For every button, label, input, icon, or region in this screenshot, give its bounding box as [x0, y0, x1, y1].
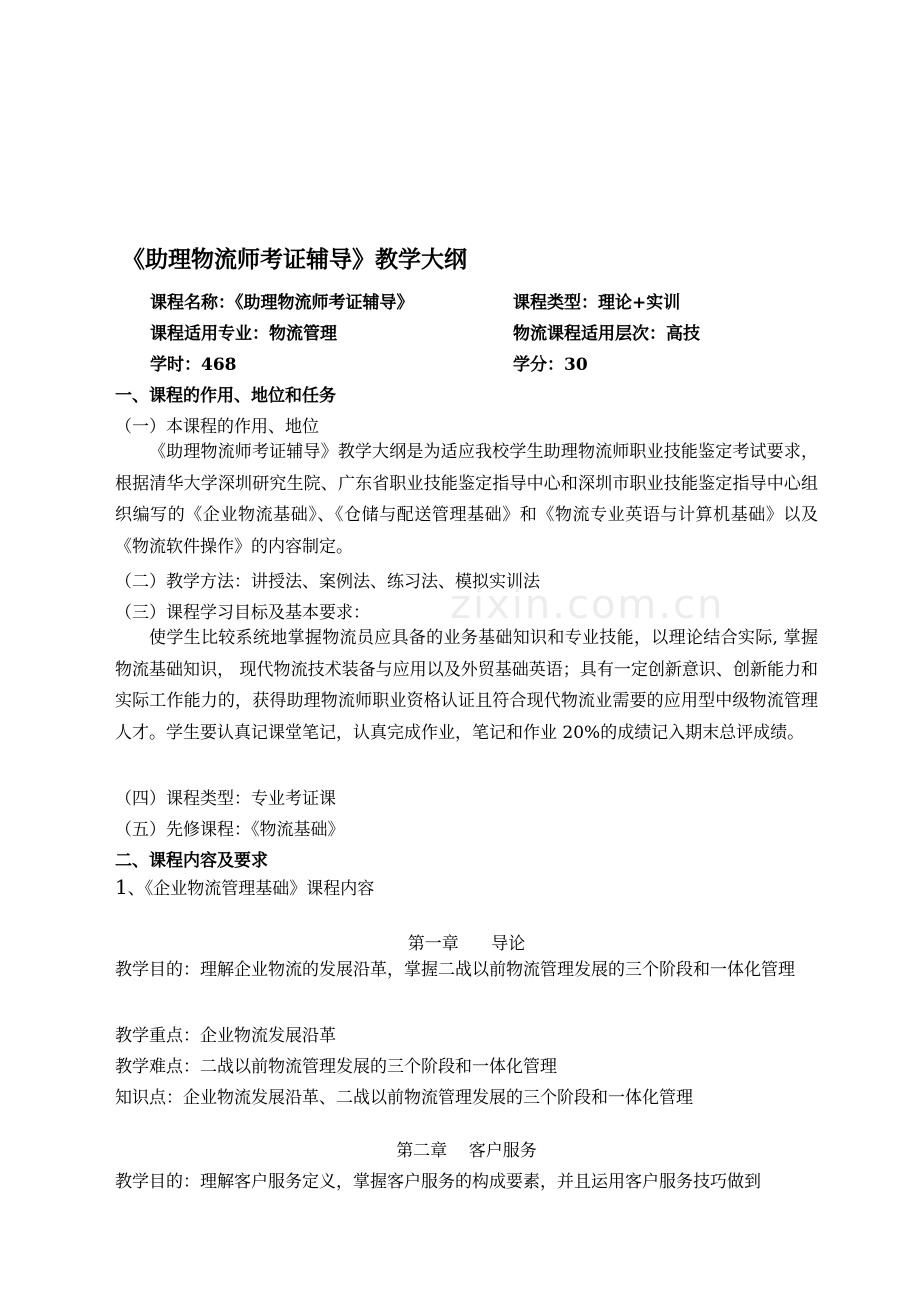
section1-sub5: （五）先修课程：《物流基础》	[115, 820, 345, 840]
chapter1-title: 第一章 导论	[407, 934, 526, 954]
section1-heading: 一、课程的作用、地位和任务	[115, 386, 336, 406]
course-major: 课程适用专业：物流管理	[150, 324, 337, 344]
chapter2-title: 第二章 客户服务	[396, 1141, 537, 1161]
document-title: 《助理物流师考证辅导》教学大纲	[122, 246, 467, 273]
chapter2-goal: 教学目的：理解客户服务定义，掌握客户服务的构成要素，并且运用客户服务技巧做到	[115, 1172, 761, 1192]
course-level: 物流课程适用层次：高技	[513, 324, 700, 344]
chapter1-knowledge: 知识点：企业物流发展沿革、二战以前物流管理发展的三个阶段和一体化管理	[115, 1088, 693, 1108]
section1-sub3: （三）课程学习目标及基本要求：	[115, 603, 370, 623]
section1-sub4: （四）课程类型：专业考证课	[115, 789, 336, 809]
course-hours: 学时：468	[150, 355, 237, 375]
section2-item1	[115, 874, 374, 899]
chapter1-goal: 教学目的：理解企业物流的发展沿革，掌握二战以前物流管理发展的三个阶段和一体化管理	[115, 960, 795, 980]
item1-number: 1	[115, 875, 128, 899]
section1-para1: 《助理物流师考证辅导》教学大纲是为适应我校学生助理物流师职业技能鉴定考试要求，根据清华大学深圳研究生院、广东省职业技能鉴定指导中心和深圳市职业技能鉴定指导中心组织编写的《企业物流基础》、《仓储与配送管理基础》和《物流专业英语与计算机基础》以及《物流软件操作》的内容制定。	[115, 442, 818, 557]
chapter1-difficulty: 教学难点：二战以前物流管理发展的三个阶段和一体化管理	[115, 1057, 557, 1077]
course-name: 课程名称：《助理物流师考证辅导》	[150, 293, 414, 313]
section2-heading: 二、课程内容及要求	[115, 851, 268, 871]
course-credits: 学分：30	[513, 355, 588, 375]
course-type: 课程类型：理论+实训	[513, 293, 681, 313]
section1-para2: 使学生比较系统地掌握物流员应具备的业务基础知识和专业技能，以理论结合实际, 掌握物流基础知识， 现代物流技术装备与应用以及外贸基础英语；具有一定创新意识、创新能力和实际工作能力的，获得助理物流师职业资格认证且符合现代物流业需要的应用型中级物流管理人才。学生要认真记课堂笔记，认真完成作业，笔记和作业 20%的成绩记入期末总评成绩。	[115, 628, 818, 743]
section1-sub2: （二）教学方法：讲授法、案例法、练习法、模拟实训法	[115, 572, 540, 592]
item1-text: 、《企业物流管理基础》课程内容	[127, 879, 375, 899]
section1-sub1: （一）本课程的作用、地位	[115, 417, 319, 437]
watermark: zixin.com.cn	[450, 582, 725, 628]
chapter1-focus: 教学重点：企业物流发展沿革	[115, 1026, 336, 1046]
